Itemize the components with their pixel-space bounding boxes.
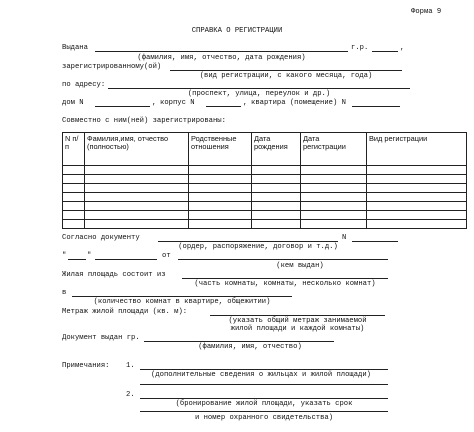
document-number-field[interactable] <box>352 241 398 242</box>
table-cell[interactable] <box>252 184 301 193</box>
table-cell[interactable] <box>189 166 252 175</box>
apartment-rooms-field[interactable] <box>72 296 292 297</box>
table-cell[interactable] <box>252 166 301 175</box>
table-cell[interactable] <box>189 193 252 202</box>
document-issued-label: Документ выдан гр. <box>62 334 140 342</box>
table-cell[interactable] <box>63 220 85 229</box>
issued-to-field[interactable] <box>95 51 348 52</box>
address-field[interactable] <box>108 88 410 89</box>
birth-year-field[interactable] <box>372 51 398 52</box>
table-row <box>63 220 467 229</box>
table-cell[interactable] <box>301 184 367 193</box>
table-cell[interactable] <box>252 220 301 229</box>
address-label: по адресу: <box>62 81 106 89</box>
notes-label: Примечания: <box>62 362 110 370</box>
table-cell[interactable] <box>85 175 189 184</box>
table-cell[interactable] <box>189 175 252 184</box>
table-row <box>63 166 467 175</box>
day-field[interactable] <box>68 259 86 260</box>
co-registered-label: Совместно с ним(ней) зарегистрированы: <box>62 117 226 125</box>
apartment-field[interactable] <box>352 106 400 107</box>
table-cell[interactable] <box>252 211 301 220</box>
table-cell[interactable] <box>301 220 367 229</box>
note-2-field[interactable] <box>140 398 388 399</box>
table-cell[interactable] <box>252 175 301 184</box>
issued-to-label: Выдана <box>62 44 88 52</box>
number-sign: N <box>342 234 347 242</box>
registration-hint: (вид регистрации, с какого месяца, года) <box>199 72 373 80</box>
table-cell[interactable] <box>367 211 467 220</box>
apartment-rooms-hint: (количество комнат в квартире, общежитии) <box>93 298 271 306</box>
table-cell[interactable] <box>189 202 252 211</box>
note-1-hint: (дополнительные сведения о жильцах и жилой площади) <box>151 371 371 379</box>
document-field[interactable] <box>158 241 338 242</box>
table-cell[interactable] <box>367 193 467 202</box>
registered-label: зарегистрированному(ой) <box>62 63 162 71</box>
comma-sep: , <box>243 99 248 107</box>
column-header-full-name: Фамилия,имя, отчество (полностью) <box>85 133 189 166</box>
comma-sep: , <box>400 44 405 52</box>
table-cell[interactable] <box>85 202 189 211</box>
table-cell[interactable] <box>85 193 189 202</box>
note-2-hint-a: (бронирование жилой площади, указать срок <box>175 400 353 408</box>
table-row <box>63 202 467 211</box>
column-header-relation: Родственные отношения <box>189 133 252 166</box>
area-meters-label: Метраж жилой площади (кв. м): <box>62 308 188 316</box>
table-cell[interactable] <box>301 166 367 175</box>
rooms-hint: (часть комнаты, комнаты, несколько комнат) <box>194 280 376 288</box>
issued-to-hint: (фамилия, имя, отчество, дата рождения) <box>137 54 306 62</box>
table-cell[interactable] <box>301 211 367 220</box>
living-area-field[interactable] <box>182 278 388 279</box>
table-cell[interactable] <box>252 202 301 211</box>
table-cell[interactable] <box>63 211 85 220</box>
table-cell[interactable] <box>85 220 189 229</box>
in-label: в <box>62 289 67 297</box>
table-cell[interactable] <box>63 175 85 184</box>
note-1-continuation[interactable] <box>140 384 388 385</box>
comma-sep: , <box>152 99 157 107</box>
table-cell[interactable] <box>63 193 85 202</box>
table-cell[interactable] <box>189 184 252 193</box>
house-field[interactable] <box>95 106 150 107</box>
table-cell[interactable] <box>367 220 467 229</box>
table-cell[interactable] <box>252 193 301 202</box>
registered-field[interactable] <box>170 70 402 71</box>
column-header-number: N п/п <box>63 133 85 166</box>
note-2-hint-b: и номер охранного свидетельства) <box>194 414 334 422</box>
table-cell[interactable] <box>63 202 85 211</box>
table-cell[interactable] <box>367 184 467 193</box>
month-field[interactable] <box>95 259 157 260</box>
living-area-label: Жилая площадь состоит из <box>62 271 166 279</box>
per-document-label: Согласно документу <box>62 234 140 242</box>
house-label: дом N <box>62 99 84 107</box>
form-number: Форма 9 <box>411 8 442 16</box>
area-hint-2: жилой площади и каждой комнаты) <box>230 325 365 333</box>
table-row <box>63 211 467 220</box>
quote-open: " <box>62 252 67 260</box>
table-cell[interactable] <box>189 211 252 220</box>
table-cell[interactable] <box>301 202 367 211</box>
apartment-label: квартира (помещение) N <box>251 99 346 107</box>
address-hint: (проспект, улица, переулок и др.) <box>187 90 331 98</box>
table-row <box>63 184 467 193</box>
table-cell[interactable] <box>85 166 189 175</box>
person-hint: (фамилия, имя, отчество) <box>198 343 302 351</box>
table-cell[interactable] <box>63 166 85 175</box>
table-cell[interactable] <box>63 184 85 193</box>
year-suffix-label: г.р. <box>351 44 369 52</box>
table-cell[interactable] <box>85 211 189 220</box>
table-row <box>63 193 467 202</box>
area-hint-1: (указать общий метраж занимаемой <box>228 317 367 325</box>
table-cell[interactable] <box>367 175 467 184</box>
co-registered-table <box>62 132 467 229</box>
table-cell[interactable] <box>189 220 252 229</box>
column-header-registration-date: Дата регистрации <box>301 133 367 166</box>
note-2-continuation[interactable] <box>140 411 388 412</box>
page-title: СПРАВКА О РЕГИСТРАЦИИ <box>191 27 283 35</box>
table-cell[interactable] <box>367 166 467 175</box>
note-item-1: 1. <box>126 362 135 370</box>
note-1-field[interactable] <box>140 369 388 370</box>
table-cell[interactable] <box>85 184 189 193</box>
issuer-hint: (кем выдан) <box>276 262 324 270</box>
from-label: от <box>162 252 171 260</box>
table-cell[interactable] <box>367 202 467 211</box>
table-cell[interactable] <box>301 175 367 184</box>
quote-close: " <box>87 252 92 260</box>
column-header-birth-date: Дата рождения <box>252 133 301 166</box>
issuer-field[interactable] <box>178 259 388 260</box>
document-hint: (ордер, распоряжение, договор и т.д.) <box>178 243 338 251</box>
table-cell[interactable] <box>301 193 367 202</box>
table-row <box>63 175 467 184</box>
note-item-2: 2. <box>126 391 135 399</box>
document-issued-field[interactable] <box>144 341 334 342</box>
area-meters-field[interactable] <box>210 315 385 316</box>
building-field[interactable] <box>206 106 241 107</box>
building-label: корпус N <box>160 99 195 107</box>
column-header-registration-type: Вид регистрации <box>367 133 467 166</box>
